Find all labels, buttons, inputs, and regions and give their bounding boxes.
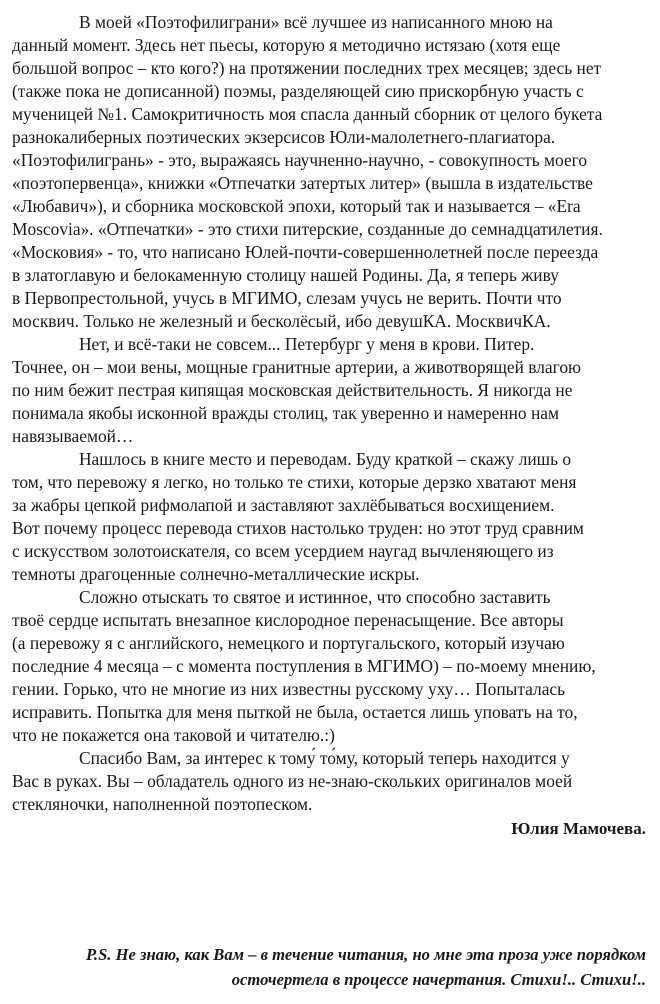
paragraph-4-line-3: (а перевожу я с английского, немецкого и португальского, который изучаю (12, 633, 565, 653)
paragraph-1-line-5: мученицей №1. Самокритичность моя спасла данный сборник от целого букета (12, 104, 603, 124)
paragraph-3-line-3: за жабры цепкой рифмолапой и заставляют захлёбываться восхищением. (12, 495, 555, 515)
paragraph-4-line-7: что не покажется она таковой и читателю.:) (12, 725, 335, 745)
paragraph-2-line-5: навязываемой… (12, 426, 134, 446)
postscript-line-2: осточертела в процессе начертания. Стихи!.. Стихи!.. (231, 970, 646, 989)
paragraph-1-line-8: «поэтопервенца», книжки «Отпечатки затертых литер» (вышла в издательстве (12, 173, 593, 193)
paragraph-2-line-4: понимала якобы исконной вражды столиц, так уверенно и намеренно нам (12, 403, 559, 423)
paragraph-1-line-7: «Поэтофилигрань» - это, выражаясь научненно-научно, - совокупность моего (12, 150, 588, 170)
paragraph-1-line-1: В моей «Поэтофилиграни» всё лучшее из написанного мною на (79, 12, 553, 32)
paragraph-2-line-3: по ним бежит пестрая кипящая московская действительность. Я никогда не (12, 380, 573, 400)
paragraph-2-line-2: Точнее, он – мои вены, мощные гранитные артерии, а животворящей влагою (12, 357, 582, 377)
paragraph-1-line-2: данный момент. Здесь нет пьесы, которую я методично истязаю (хотя еще (12, 35, 561, 55)
paragraph-3-line-6: темноты драгоценные солнечно-металлические искры. (12, 564, 420, 584)
paragraph-5-line-3: стекляночки, наполненной поэтопеском. (12, 794, 313, 814)
paragraph-1-line-10: Moscovia». «Отпечатки» - это стихи питерские, созданные до семнадцатилетия. (12, 219, 603, 239)
paragraph-1-line-13: в Первопрестольной, учусь в МГИМО, слезам учусь не верить. Почти что (12, 288, 562, 308)
paragraph-2-line-1: Нет, и всё-таки не совсем... Петербург у меня в крови. Питер. (79, 334, 535, 354)
postscript-line-1: P.S. Не знаю, как Вам – в течение читания, но мне эта проза уже порядком (85, 945, 646, 964)
paragraph-3-line-4: Вот почему процесс перевода стихов настолько труден: но этот труд сравним (12, 518, 584, 538)
paragraph-5-line-2: Вас в руках. Вы – обладатель одного из не-знаю-скольких оригиналов моей (12, 771, 573, 791)
paragraph-1-line-12: в златоглавую и белокаменную столицу нашей Родины. Да, я теперь живу (12, 265, 559, 285)
paragraph-1-line-3: большой вопрос – кто кого?) на протяжении последних трех месяцев; здесь нет (12, 58, 602, 78)
paragraph-1-line-4: (также пока не дописанной) поэмы, разделяющей сию прискорбную участь с (12, 81, 584, 101)
paragraph-1-line-11: «Московия» - то, что написано Юлей-почти-совершеннолетней после переезда (12, 242, 599, 262)
paragraph-4-line-5: гении. Горько, что не многие из них известны русскому уху… Попыталась (12, 679, 566, 699)
paragraph-4-line-2: твоё сердце испытать внезапное кислородное перенасыщение. Все авторы (12, 610, 564, 630)
paragraph-4-line-6: исправить. Попытка для меня пыткой не была, остается лишь уповать на то, (12, 702, 578, 722)
paragraph-5-line-1: Спасибо Вам, за интерес к тому́ то́му, который теперь находится у (79, 748, 570, 768)
paragraph-4-line-4: последние 4 месяца – с момента поступления в МГИМО) – по-моему мнению, (12, 656, 596, 676)
paragraph-1-line-9: «Любавич»), и сборника московской эпохи, который так и называется – «Era (12, 196, 581, 216)
paragraph-4-line-1: Сложно отыскать то святое и истинное, что способно заставить (79, 587, 551, 607)
paragraph-3-line-2: том, что перевожу я легко, но только те стихи, которые дерзко хватают меня (12, 472, 577, 492)
paragraph-3-line-5: с искусством золотоискателя, со всем усердием наугад вычленяющего из (12, 541, 554, 561)
paragraph-1-line-6: разнокалиберных поэтических экзерсисов Юли-малолетнего-плагиатора. (12, 127, 556, 147)
paragraph-1-line-14: москвич. Только не железный и бесколёсый, ибо девушКА. МосквичКА. (12, 311, 551, 331)
paragraph-3-line-1: Нашлось в книге место и переводам. Буду краткой – скажу лишь о (79, 449, 572, 469)
author-signature: Юлия Мамочева. (511, 819, 646, 838)
